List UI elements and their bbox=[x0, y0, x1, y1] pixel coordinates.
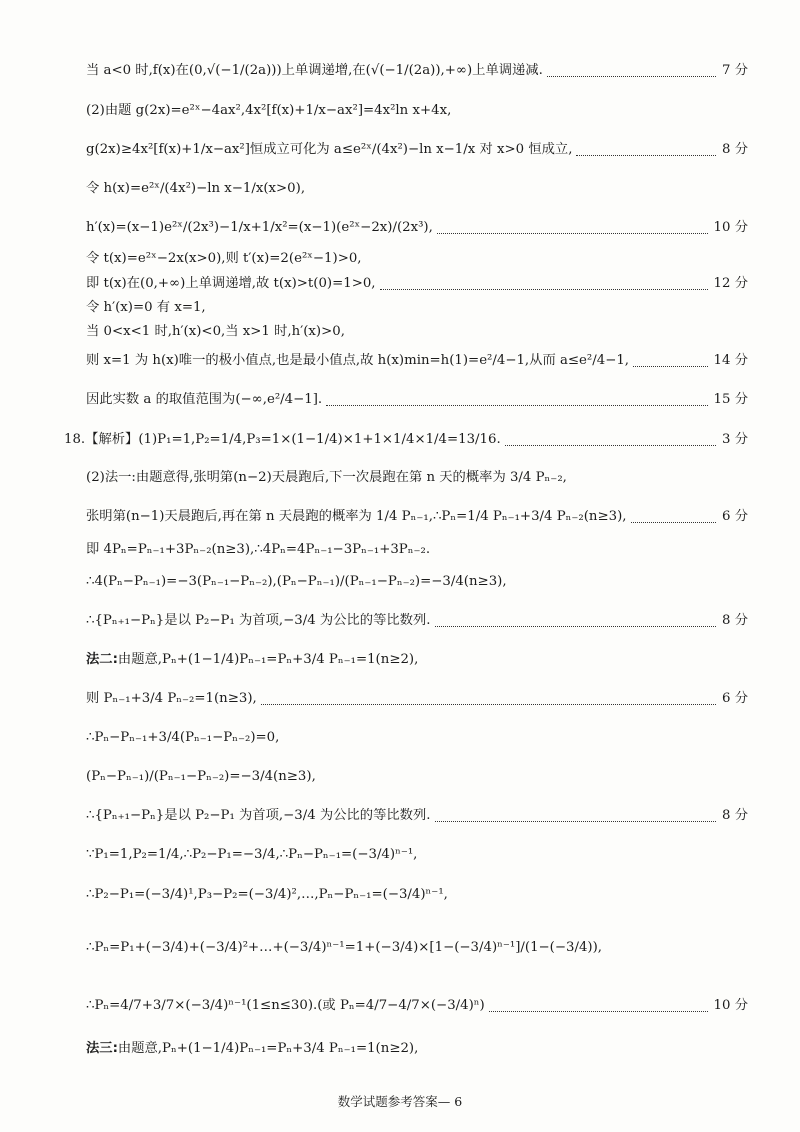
solution-line-text: ∵P₁=1,P₂=1/4,∴P₂−P₁=−3/4,∴Pₙ−Pₙ₋₁=(−3/4)ⁿ⁻¹, bbox=[86, 847, 418, 862]
solution-line-text: 张明第(n−1)天晨跑后,再在第 n 天晨跑的概率为 1/4 Pₙ₋₁,∴Pₙ=1/4 Pₙ₋₁+3/4 Pₙ₋₂(n≥3), bbox=[86, 509, 627, 524]
solution-line-text: 因此实数 a 的取值范围为(−∞,e²/4−1]. bbox=[86, 392, 323, 407]
solution-line-text: (Pₙ−Pₙ₋₁)/(Pₙ₋₁−Pₙ₋₂)=−3/4(n≥3), bbox=[86, 769, 316, 784]
solution-line bbox=[86, 939, 748, 957]
method-label: 法三: bbox=[86, 1041, 118, 1056]
solution-line bbox=[86, 391, 748, 409]
solution-line-text: 即 4Pₙ=Pₙ₋₁+3Pₙ₋₂(n≥3),∴4Pₙ=4Pₙ₋₁−3Pₙ₋₁+3Pₙ₋₂. bbox=[86, 542, 431, 557]
solution-line-text: 则 x=1 为 h(x)唯一的极小值点,也是最小值点,故 h(x)min=h(1)=e²/4−1,从而 a≤e²/4−1, bbox=[86, 353, 630, 368]
solution-line bbox=[64, 431, 748, 449]
solution-line bbox=[86, 1040, 748, 1058]
solution-line bbox=[86, 469, 748, 487]
solution-line-text: ∴4(Pₙ−Pₙ₋₁)=−3(Pₙ₋₁−Pₙ₋₂),(Pₙ−Pₙ₋₁)/(Pₙ₋₁−Pₙ₋₂)=−3/4(n≥3), bbox=[86, 574, 507, 589]
solution-line bbox=[86, 612, 748, 630]
dot-leader bbox=[261, 704, 716, 705]
dot-leader bbox=[437, 233, 708, 234]
score-mark: 10 分 bbox=[713, 998, 748, 1013]
solution-line bbox=[86, 768, 748, 786]
solution-line-text: ∴Pₙ−Pₙ₋₁+3/4(Pₙ₋₁−Pₙ₋₂)=0, bbox=[86, 730, 280, 745]
dot-leader bbox=[505, 445, 716, 446]
method-label: 法二: bbox=[86, 652, 118, 667]
score-mark: 7 分 bbox=[722, 63, 748, 78]
solution-line bbox=[86, 997, 748, 1015]
solution-line bbox=[86, 141, 748, 159]
solution-line-text: g(2x)≥4x²[f(x)+1/x−ax²]恒成立可化为 a≤e²ˣ/(4x²)−ln x−1/x 对 x>0 恒成立, bbox=[86, 142, 573, 157]
solution-line-text: 则 Pₙ₋₁+3/4 Pₙ₋₂=1(n≥3), bbox=[86, 691, 257, 706]
solution-line-text: 18.【解析】(1)P₁=1,P₂=1/4,P₃=1×(1−1/4)×1+1×1/4×1/4=13/16. bbox=[64, 432, 501, 447]
solution-line bbox=[86, 275, 748, 293]
solution-line bbox=[86, 352, 748, 370]
score-mark: 14 分 bbox=[713, 353, 748, 368]
score-mark: 8 分 bbox=[722, 808, 748, 823]
dot-leader bbox=[576, 155, 716, 156]
solution-line-text: 法三:由题意,Pₙ+(1−1/4)Pₙ₋₁=Pₙ+3/4 Pₙ₋₁=1(n≥2), bbox=[86, 1041, 419, 1056]
solution-line bbox=[86, 651, 748, 669]
score-mark: 6 分 bbox=[722, 509, 748, 524]
solution-line bbox=[86, 62, 748, 80]
dot-leader bbox=[547, 76, 716, 77]
solution-line-text: ∴Pₙ=P₁+(−3/4)+(−3/4)²+…+(−3/4)ⁿ⁻¹=1+(−3/4)×[1−(−3/4)ⁿ⁻¹]/(1−(−3/4)), bbox=[86, 940, 603, 955]
score-mark: 10 分 bbox=[713, 220, 748, 235]
dot-leader bbox=[326, 405, 707, 406]
solution-line-text: ∴P₂−P₁=(−3/4)¹,P₃−P₂=(−3/4)²,…,Pₙ−Pₙ₋₁=(−3/4)ⁿ⁻¹, bbox=[86, 887, 448, 902]
solution-line-text: 令 t(x)=e²ˣ−2x(x>0),则 t′(x)=2(e²ˣ−1)>0, bbox=[86, 251, 362, 266]
solution-line-text: 即 t(x)在(0,+∞)上单调递增,故 t(x)>t(0)=1>0, bbox=[86, 276, 376, 291]
solution-line bbox=[86, 541, 748, 559]
solution-line bbox=[86, 102, 748, 120]
solution-line bbox=[86, 690, 748, 708]
solution-line-text: ∴{Pₙ₊₁−Pₙ}是以 P₂−P₁ 为首项,−3/4 为公比的等比数列. bbox=[86, 808, 431, 823]
dot-leader bbox=[633, 366, 708, 367]
solution-line bbox=[86, 299, 748, 317]
score-mark: 15 分 bbox=[713, 392, 748, 407]
solution-line-text: 当 a<0 时,f(x)在(0,√(−1/(2a)))上单调递增,在(√(−1/(2a)),+∞)上单调递减. bbox=[86, 63, 543, 78]
page-footer: 数学试题参考答案— 6 bbox=[337, 1094, 463, 1109]
score-mark: 8 分 bbox=[722, 613, 748, 628]
solution-line bbox=[86, 573, 748, 591]
solution-line bbox=[86, 250, 748, 268]
solution-line bbox=[86, 886, 748, 904]
dot-leader bbox=[489, 1011, 708, 1012]
solution-line bbox=[86, 807, 748, 825]
solution-line bbox=[86, 508, 748, 526]
solution-line-text: 令 h′(x)=0 有 x=1, bbox=[86, 300, 206, 315]
dot-leader bbox=[380, 289, 708, 290]
score-mark: 12 分 bbox=[713, 276, 748, 291]
solution-line-text: (2)法一:由题意得,张明第(n−2)天晨跑后,下一次晨跑在第 n 天的概率为 3/4 Pₙ₋₂, bbox=[86, 470, 567, 485]
solution-line bbox=[86, 180, 748, 198]
solution-line-text: ∴Pₙ=4/7+3/7×(−3/4)ⁿ⁻¹(1≤n≤30).(或 Pₙ=4/7−4/7×(−3/4)ⁿ) bbox=[86, 998, 485, 1013]
solution-line-text: 令 h(x)=e²ˣ/(4x²)−ln x−1/x(x>0), bbox=[86, 181, 306, 196]
dot-leader bbox=[435, 626, 717, 627]
solution-line bbox=[86, 846, 748, 864]
dot-leader bbox=[631, 522, 716, 523]
solution-line-text: 法二:由题意,Pₙ+(1−1/4)Pₙ₋₁=Pₙ+3/4 Pₙ₋₁=1(n≥2), bbox=[86, 652, 419, 667]
score-mark: 6 分 bbox=[722, 691, 748, 706]
solution-line bbox=[86, 323, 748, 341]
dot-leader bbox=[435, 821, 717, 822]
solution-line-text: h′(x)=(x−1)e²ˣ/(2x³)−1/x+1/x²=(x−1)(e²ˣ−2x)/(2x³), bbox=[86, 220, 433, 235]
solution-line-text: 当 0<x<1 时,h′(x)<0,当 x>1 时,h′(x)>0, bbox=[86, 324, 345, 339]
score-mark: 8 分 bbox=[722, 142, 748, 157]
solution-line bbox=[86, 219, 748, 237]
solution-line-text: (2)由题 g(2x)=e²ˣ−4ax²,4x²[f(x)+1/x−ax²]=4x²ln x+4x, bbox=[86, 103, 452, 118]
solution-line-text: ∴{Pₙ₊₁−Pₙ}是以 P₂−P₁ 为首项,−3/4 为公比的等比数列. bbox=[86, 613, 431, 628]
score-mark: 3 分 bbox=[722, 432, 748, 447]
solution-line bbox=[86, 729, 748, 747]
